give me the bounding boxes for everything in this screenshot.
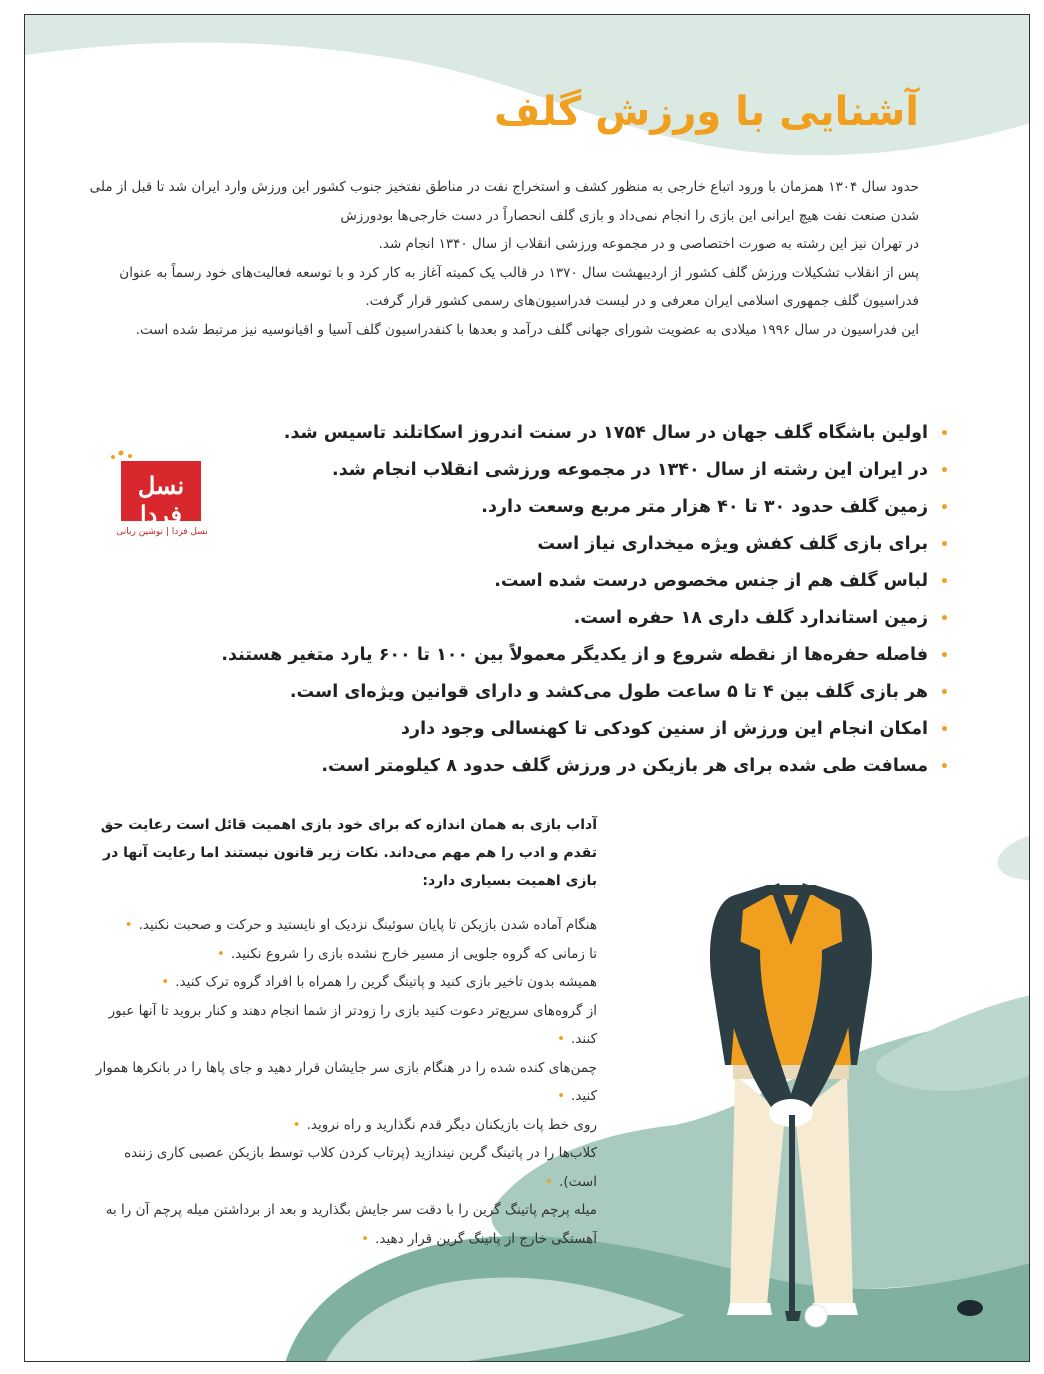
rule-item [77, 1139, 597, 1196]
bullet-icon: • [940, 574, 949, 590]
golf-ball [805, 1305, 827, 1327]
rule-text: روی خط پات بازیکنان دیگر قدم نگذارید و راه نروید. [306, 1116, 597, 1133]
bullet-icon: • [940, 463, 949, 479]
rule-text: هنگام آماده شدن بازیکن تا پایان سوئینگ نزدیک او نایستید و حرکت و صحبت نکنید. [138, 917, 597, 933]
fact-text: مسافت طی شده برای هر بازیکن در ورزش گلف حدود ۸ کیلومتر است. [321, 756, 929, 776]
rule-item [77, 1054, 597, 1111]
bullet-icon: • [361, 1230, 370, 1247]
rule-text: کلاب‌ها را در پاتینگ گرین نیندازید (پرتاب کردن کلاب توسط بازیکن عصبی کاری زننده است). [124, 1145, 597, 1190]
fact-text: هر بازی گلف بین ۴ تا ۵ ساعت طول می‌کشد و دارای قوانین ویژه‌ای است. [289, 682, 929, 702]
bullet-icon: • [545, 1173, 554, 1190]
intro-section [79, 173, 919, 344]
intro-paragraph: حدود سال ۱۳۰۴ همزمان با ورود اتباع خارجی به منظور کشف و استخراج نفت در مناطق نفتخیز جنوب کشور این ورزش وارد ایران شد تا قبل از ملی شدن صنعت نفت هیچ ایرانی این بازی را انجام نمی‌داد و بازی گلف انحصاراً در دست خارجی‌ها بودورزش [89, 179, 919, 224]
fact-text: برای بازی گلف کفش ویژه میخداری نیاز است [537, 534, 929, 554]
bullet-icon: • [557, 1088, 566, 1104]
bullet-icon: • [940, 648, 949, 664]
rule-item [77, 940, 597, 969]
bullet-icon: • [216, 945, 225, 962]
golf-club-head [785, 1311, 801, 1321]
fact-item [249, 563, 949, 600]
right-edge-shape [997, 835, 1030, 881]
bullet-icon: • [940, 537, 949, 553]
rule-text: از گروه‌های سریع‌تر دعوت کنید بازی را زودتر از شما انجام دهند و کنار بروید تا آنها عبور کنند. [108, 1002, 597, 1047]
etiquette-intro: آداب بازی به همان اندازه که برای خود بازی اهمیت قائل است رعایت حق تقدم و ادب را هم مهم می‌داند. نکات زیر قانون نیستند اما رعایت آنها در بازی اهمیت بسیاری دارد: [100, 817, 597, 889]
rule-item [77, 911, 597, 940]
page-title: آشنایی با ورزش گلف [493, 89, 919, 135]
fact-item [249, 415, 949, 452]
fact-item [249, 452, 949, 489]
fact-text: اولین باشگاه گلف جهان در سال ۱۷۵۴ در سنت اندروز اسکاتلند تاسیس شد. [283, 423, 929, 443]
rule-item [77, 968, 597, 997]
bullet-icon: • [940, 722, 949, 738]
fact-item [249, 526, 949, 563]
golfer-figure [710, 883, 872, 1327]
bullet-icon: • [940, 759, 949, 775]
rule-text: همیشه بدون تاخیر بازی کنید و پاتینگ گرین را همراه با افراد گروه ترک کنید. [175, 974, 597, 990]
bullet-icon: • [940, 500, 949, 516]
bullet-icon: • [124, 917, 133, 933]
fact-text: فاصله حفره‌ها از نقطه شروع و از یکدیگر معمولاً بین ۱۰۰ تا ۶۰۰ یارد متغیر هستند. [221, 645, 929, 665]
bullet-icon: • [292, 1116, 301, 1133]
hole-shape [957, 1300, 983, 1316]
rule-item [77, 1111, 597, 1140]
rule-text: تا زمانی که گروه جلویی از مسیر خارج نشده بازی را شروع نکنید. [230, 945, 597, 962]
logo [107, 445, 227, 545]
intro-paragraph: در تهران نیز این رشته به صورت اختصاصی و در مجموعه ورزشی انقلاب از سال ۱۳۴۰ انجام شد. [378, 236, 919, 252]
rule-item [77, 1196, 597, 1253]
logo-box [121, 461, 201, 529]
fact-item [249, 600, 949, 637]
bullet-icon: • [940, 426, 949, 442]
rule-text: چمن‌های کنده شده را در هنگام بازی سر جایشان قرار دهید و جای پاها را در بانکرها هموار کنید. [95, 1059, 597, 1104]
fact-text: زمین استاندارد گلف داری ۱۸ حفره است. [573, 608, 929, 628]
fact-text: امکان انجام این ورزش از سنین کودکی تا کهنسالی وجود دارد [401, 719, 929, 739]
intro-paragraph: پس از انقلاب تشکیلات ورزش گلف کشور از اردیبهشت سال ۱۳۷۰ در قالب یک کمیته آغاز به کار کرد و با توسعه فعالیت‌های خود رسماً به عنوان فدراسیون گلف جمهوری اسلامی ایران معرفی و در لیست فدراسیون‌های رسمی کشور قرار گرفت. [119, 264, 919, 309]
golf-club-shaft [789, 1115, 795, 1315]
page-frame [24, 14, 1030, 1362]
bullet-icon: • [161, 974, 170, 990]
logo-mark: نسل فردا [137, 471, 185, 529]
bullet-icon: • [557, 1031, 566, 1047]
fact-text: لباس گلف هم از جنس مخصوص درست شده است. [494, 571, 929, 591]
rule-text: میله پرچم پاتینگ گرین را با دقت سر جایش بگذارید و بعد از برداشتن میله پرچم آن را به آهستگی خارج از پاتینگ گرین قرار دهید. [105, 1202, 597, 1247]
bullet-icon: • [940, 611, 949, 627]
fact-text: در ایران این رشته از سال ۱۳۴۰ در مجموعه ورزشی انقلاب انجام شد. [332, 460, 929, 480]
rule-item [77, 997, 597, 1054]
fact-item [249, 489, 949, 526]
bullet-icon: • [940, 685, 949, 701]
fact-item [249, 711, 949, 748]
fact-item [249, 674, 949, 711]
fact-item [221, 637, 949, 674]
fact-item [249, 748, 949, 785]
facts-list [221, 415, 949, 785]
golfer-left-shoe [727, 1303, 772, 1315]
logo-caption: نسل فردا | نوشین ربانی [116, 527, 208, 537]
etiquette-list [77, 911, 597, 1253]
intro-paragraph: این فدراسیون در سال ۱۹۹۶ میلادی به عضویت شورای جهانی گلف درآمد و بعدها با کنفدراسیون گلف آسیا و اقیانوسیه نیز مرتبط شده است. [135, 321, 919, 338]
fact-text: زمین گلف حدود ۳۰ تا ۴۰ هزار متر مربع وسعت دارد. [481, 497, 929, 517]
